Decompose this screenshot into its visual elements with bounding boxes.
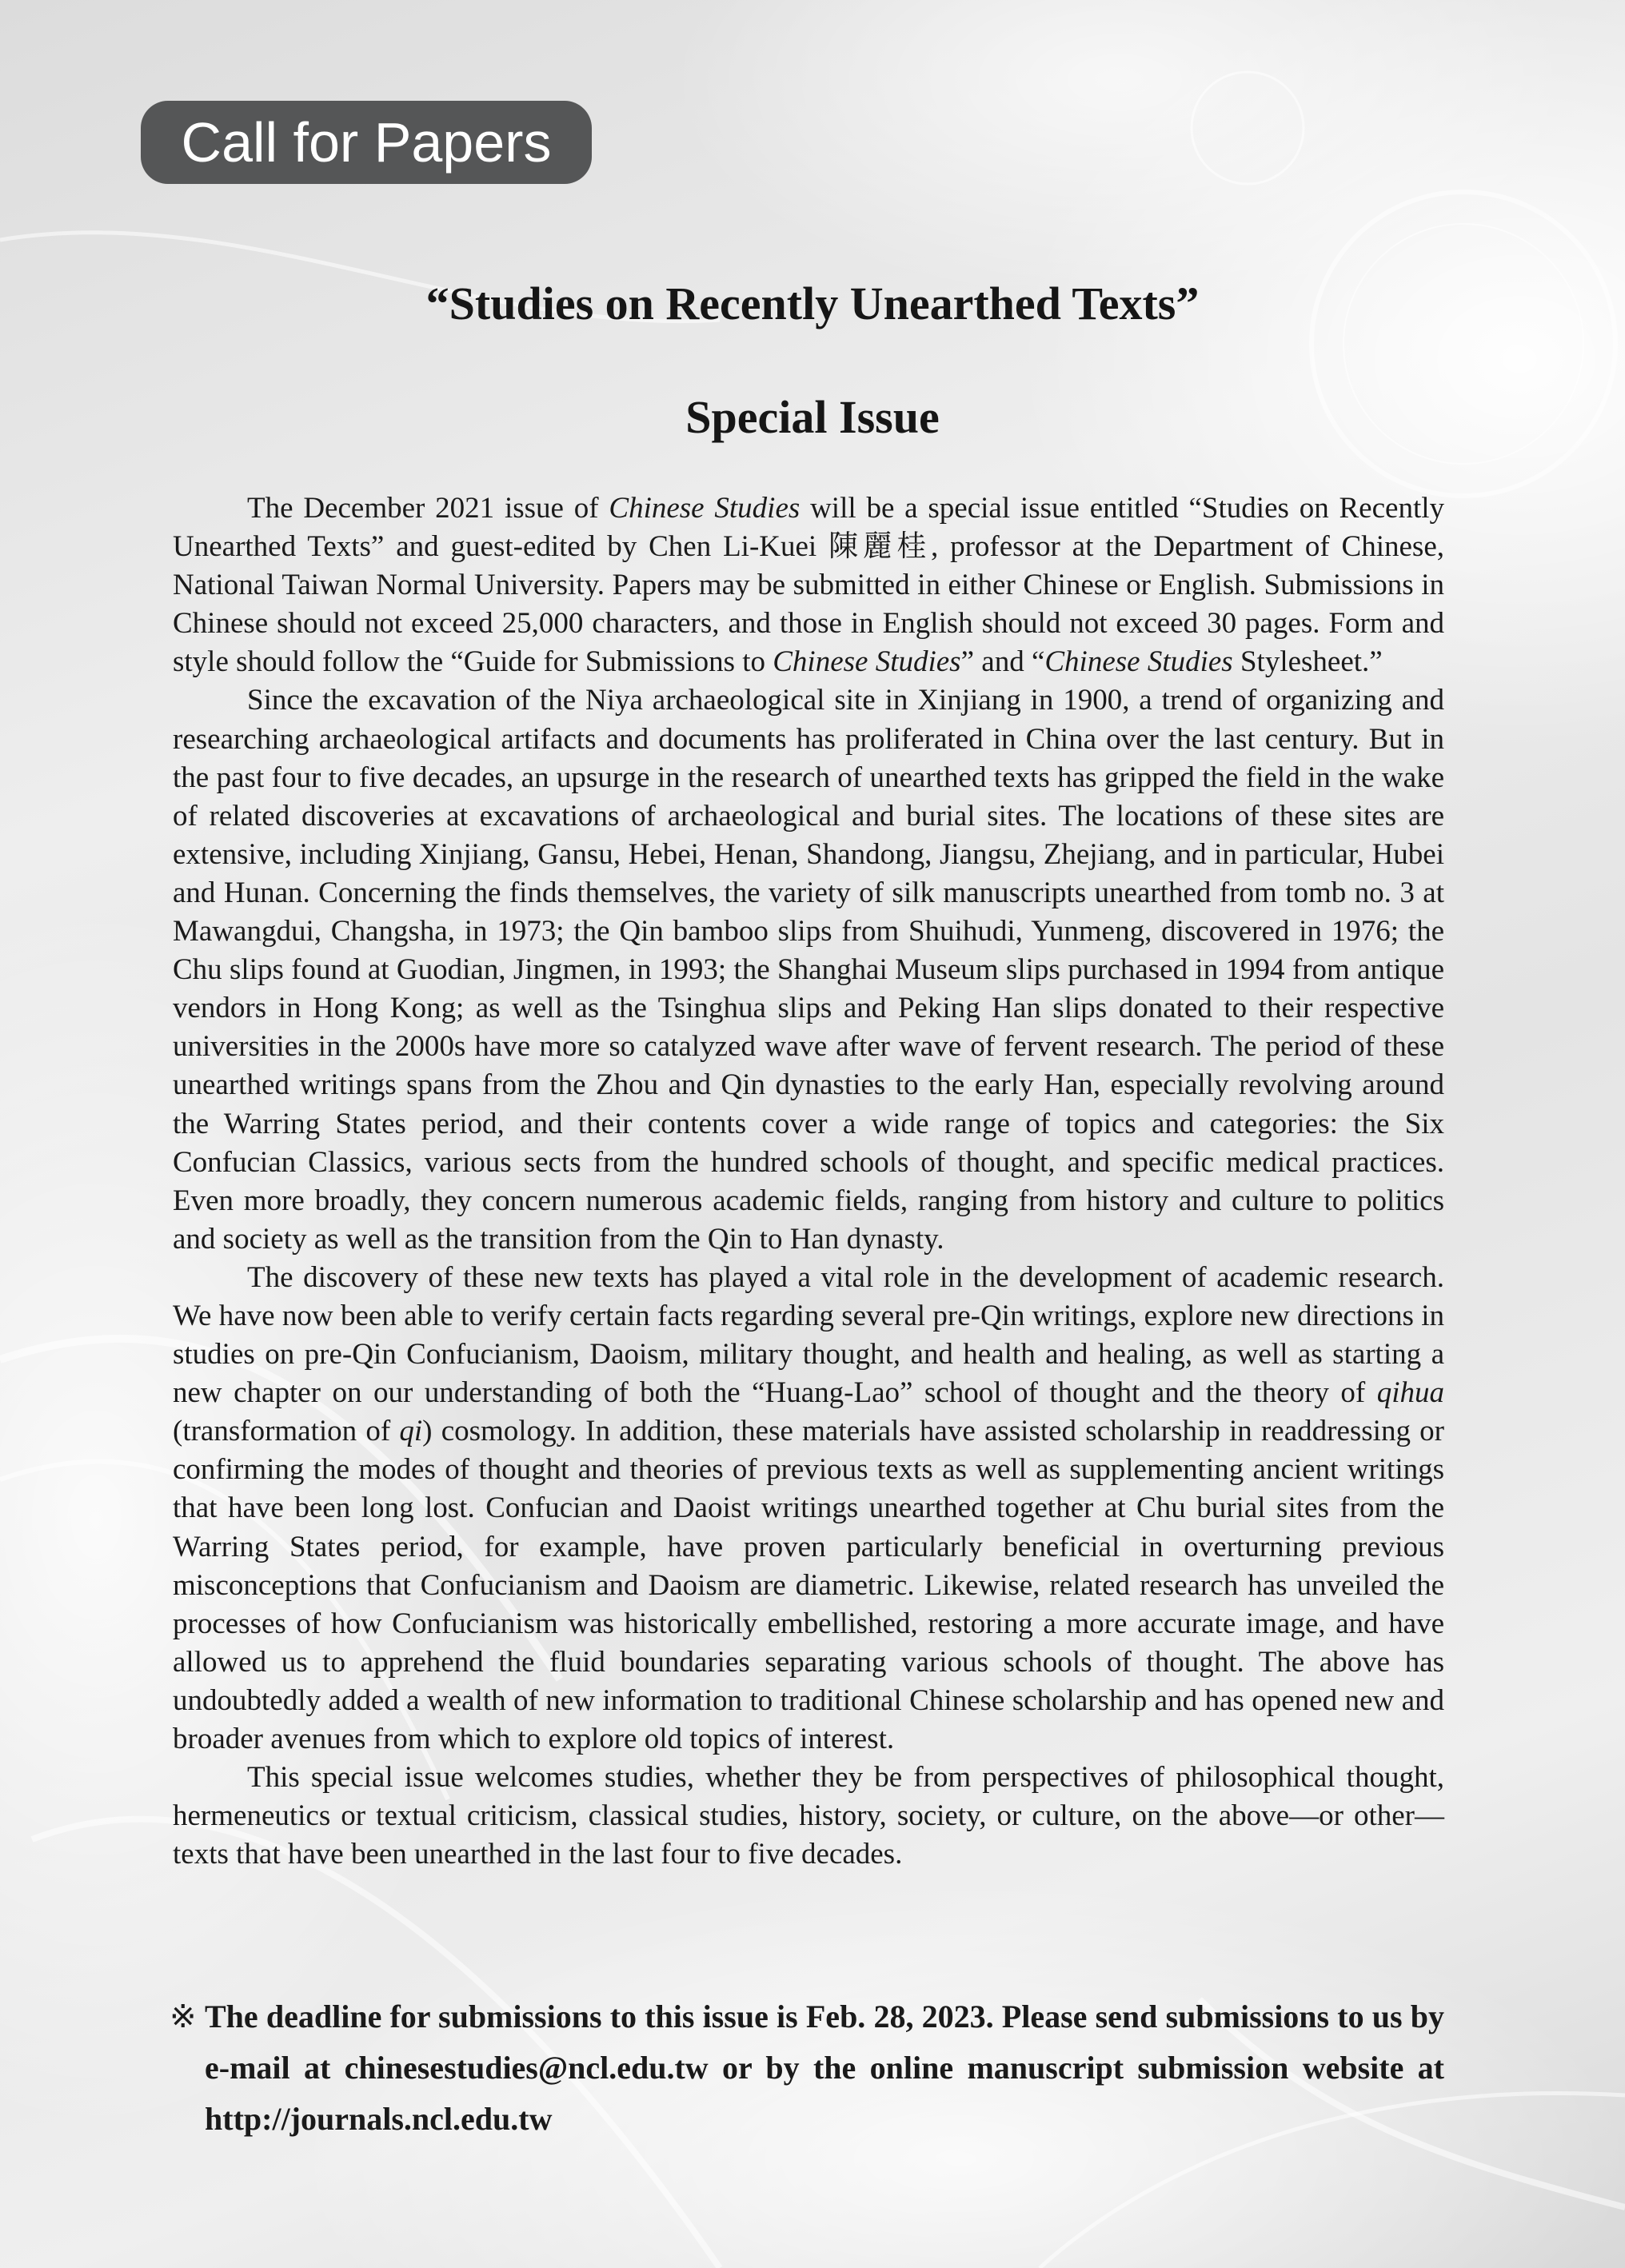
issue-subtitle: Special Issue <box>685 391 940 443</box>
call-for-papers-badge <box>141 101 592 184</box>
paragraph-significance: The discovery of these new texts has played a vital role in the development of academic research. We have now been able to verify certain facts regarding several pre-Qin writings, explore new directions in studies on pre-Qin Confucianism, Daoism, military thought, and health and healing, as well as starting a new chapter on our understanding of both the “Huang-Lao” school of thought and the theory of qihua (transformation of qi) cosmology. In addition, these materials have assisted scholarship in readdressing or confirming the modes of thought and theories of previous texts as well as supplementing ancient writings that have been long lost. Confucian and Daoist writings unearthed together at Chu burial sites from the Warring States period, for example, have proven particularly beneficial in overturning previous misconceptions that Confucianism and Daoism are diametric. Likewise, related research has unveiled the processes of how Confucianism was historically embellished, restoring a more accurate image, and have allowed us to apprehend the fluid boundaries separating various schools of thought. The above has undoubtedly added a wealth of new information to traditional Chinese scholarship and has opened new and broader avenues from which to explore old topics of interest. <box>173 1260 1444 1755</box>
article-body <box>173 489 1444 1874</box>
badge-label: Call for Papers <box>181 111 552 174</box>
paragraph-background: Since the excavation of the Niya archaeological site in Xinjiang in 1900, a trend of organizing and researching archaeological artifacts and documents has proliferated in China over the last century. But in the past four to five decades, an upsurge in the research of unearthed texts has gripped the field in the wake of related discoveries at excavations of archaeological and burial sites. The locations of these sites are extensive, including Xinjiang, Gansu, Hebei, Henan, Shandong, Jiangsu, Zhejiang, and in particular, Hubei and Hunan. Concerning the finds themselves, the variety of silk manuscripts unearthed from tomb no. 3 at Mawangdui, Changsha, in 1973; the Qin bamboo slips from Shuihudi, Yunmeng, discovered in 1976; the Chu slips found at Guodian, Jingmen, in 1993; the Shanghai Museum slips purchased in 1994 from antique vendors in Hong Kong; as well as the Tsinghua slips and Peking Han slips donated to their respective universities in the 2000s have more so catalyzed wave after wave of fervent research. The period of these unearthed writings spans from the Zhou and Qin dynasties to the early Han, especially revolving around the Warring States period, and their contents cover a wide range of topics and categories: the Six Confucian Classics, various sects from the hundred schools of thought, and specific medical practices. Even more broadly, they concern numerous academic fields, ranging from history and culture to politics and society as well as the transition from the Qin to Han dynasty. <box>173 684 1444 1256</box>
paragraph-intro: The December 2021 issue of Chinese Studies will be a special issue entitled “Studies on Recently Unearthed Texts” and guest-edited by Chen Li-Kuei 陳麗桂, professor at the Department of Chinese, National Taiwan Normal University. Papers may be submitted in either Chinese or English. Submissions in Chinese should not exceed 25,000 characters, and those in English should not exceed 30 pages. Form and style should follow the “Guide for Submissions to Chinese Studies” and “Chinese Studies Stylesheet.” <box>173 492 1444 679</box>
issue-title: “Studies on Recently Unearthed Texts” <box>425 278 1200 329</box>
paragraph-scope: This special issue welcomes studies, whether they be from perspectives of philosophical thought, hermeneutics or textual criticism, classical studies, history, society, or culture, on the above—or other—texts that have been unearthed in the last four to five decades. <box>173 1761 1444 1871</box>
deadline-notice <box>170 1991 1444 2145</box>
reference-mark-icon: ※ <box>170 1998 197 2035</box>
deadline-text: The deadline for submissions to this issue is Feb. 28, 2023. Please send submissions to us by e-mail at chinesestudies@ncl.edu.tw or by the online manuscript submission website at http://journals.ncl.edu.tw <box>205 1998 1444 2137</box>
